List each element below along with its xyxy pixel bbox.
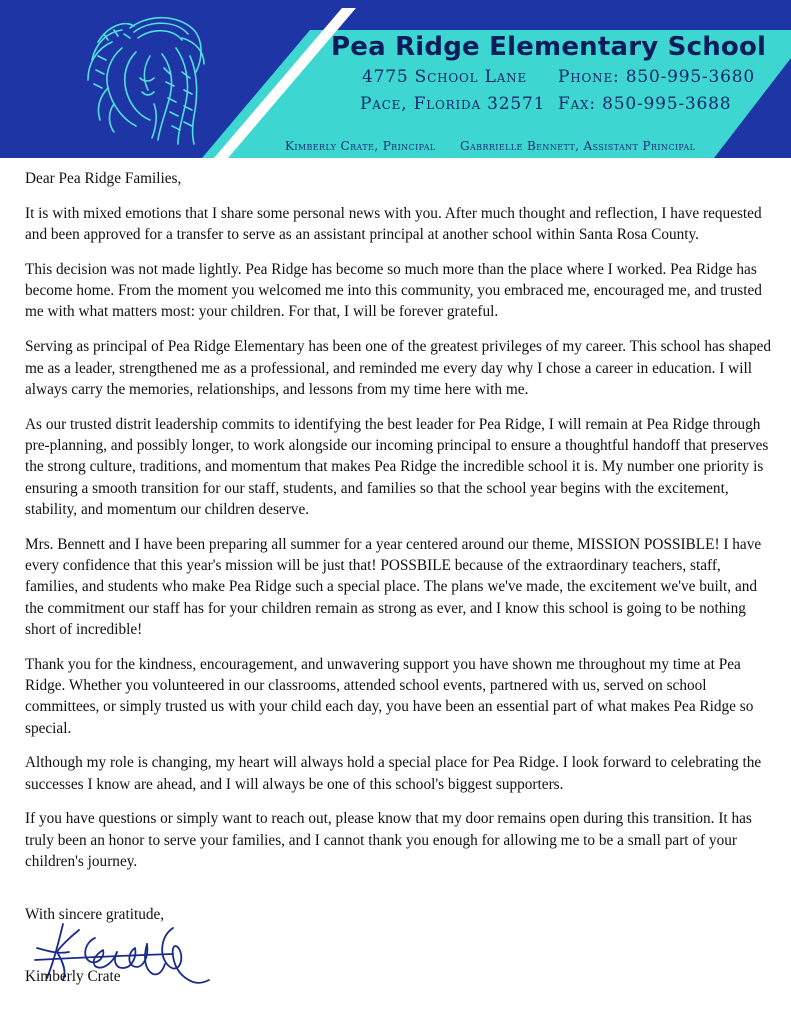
closing-line: With sincere gratitude, xyxy=(25,906,165,923)
letter-body xyxy=(25,168,777,886)
paragraph: Thank you for the kindness, encouragement, and unwavering support you have shown me throughout my time at Pea Ridge. Whether you volunteered in our classrooms, attended school events, partnered with us, served on school committees, or simply trusted us with your child each day, you have been an essential part of what makes Pea Ridge so special. xyxy=(25,655,754,737)
paragraph: Serving as principal of Pea Ridge Elementary has been one of the greatest privileges of my career. This school has shaped me as a leader, strengthened me as a professional, and reminded me every day why I chose a career in education. I will always carry the memories, relationships, and lessons from my time here with me. xyxy=(25,338,772,398)
school-name: Pea Ridge Elementary School xyxy=(331,32,767,62)
address-line-1: 4775 School Lane xyxy=(362,67,528,87)
greeting: Dear Pea Ridge Families, xyxy=(25,170,182,187)
paragraph: This decision was not made lightly. Pea Ridge has become so much more than the place where I worked. Pea Ridge has become home. From the moment you welcomed me into this community, you embraced me, encouraged me, and trusted me with what matters most: your children. For that, I will be forever grateful. xyxy=(25,260,762,321)
principal-name: Kimberly Crate, Principal xyxy=(285,139,436,153)
paragraph: It is with mixed emotions that I share some personal news with you. After much thought and reflection, I have requested and been approved for a transfer to serve as an assistant principal at another school within Santa Rosa County. xyxy=(25,204,762,244)
paragraph: Mrs. Bennett and I have been preparing all summer for a year centered around our theme, MISSION POSSIBLE! I have every confidence that this year's mission will be just that! POSSBILE because of the extraordinary teachers, staff, families, and students who make Pea Ridge such a special place. The plans we've made, the excitement we've built, and the commitment our staff has for your children remain as strong as ever, and I know this school is going to be nothing short of incredible! xyxy=(25,535,762,638)
paragraph: As our trusted distrit leadership commits to identifying the best leader for Pea Ridge, I will remain at Pea Ridge through pre-planning, and possibly longer, to work alongside our incoming principal to ensure a thoughtful handoff that preserves the strong culture, traditions, and momentum that makes Pea Ridge the incredible school it is. My number one priority is ensuring a smooth transition for our staff, students, and families so that the school year begins with the excitement, stability, and momentum our children deserve. xyxy=(25,415,769,518)
paragraph: If you have questions or simply want to reach out, please know that my door remains open during this transition. It has truly been an honor to serve your families, and I cannot thank you enough for allowing me to be a small part of your children's journey. xyxy=(25,810,752,871)
signer-name: Kimberly Crate xyxy=(25,968,121,985)
phone-number: Phone: 850-995-3680 xyxy=(558,67,755,87)
headdress-logo-icon xyxy=(78,8,206,150)
fax-number: Fax: 850-995-3688 xyxy=(558,94,732,114)
address-line-2: Pace, Florida 32571 xyxy=(360,94,546,114)
letterhead xyxy=(0,0,791,158)
paragraph: Although my role is changing, my heart will always hold a special place for Pea Ridge. I look forward to celebrating the successes I know are ahead, and I will always be one of this school's biggest supporters. xyxy=(25,754,762,793)
assistant-principal-name: Gabrrielle Bennett, Assistant Principal xyxy=(460,139,696,153)
